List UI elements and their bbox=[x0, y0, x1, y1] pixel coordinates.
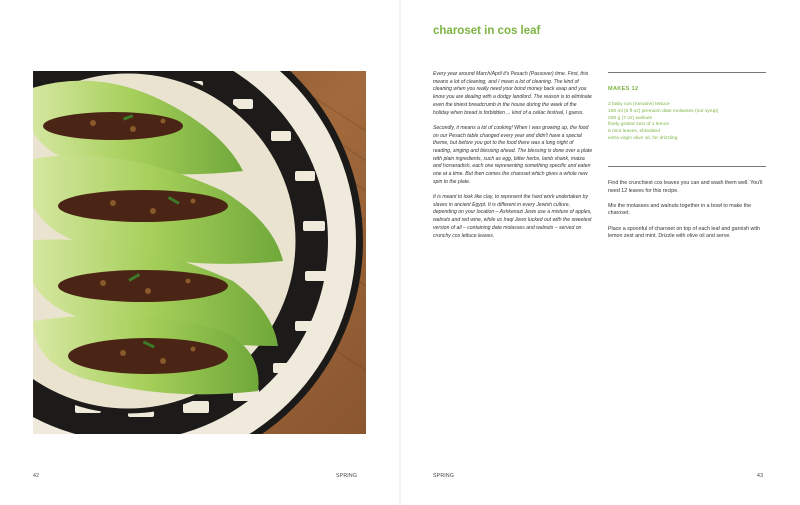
ingredient-item: 2 baby cos (romaine) lettuce bbox=[608, 102, 670, 107]
intro-paragraph: Secondly, it means a lot of cooking! When I was growing up, the food on our Pesach table changed every year and didn't have a special theme, but before you got to the food there was a long night of reading, singing and blessing ahead. The blessing is done over a plate with plain ingredients, such as egg, bitter herbs, lamb shank, matza and horseradish, each one representing something specific and eaten one at a time. But then comes the charoset which gives a whole new spin to the plate. bbox=[433, 124, 593, 185]
ingredient-item: finely grated zest of 1 lemon bbox=[608, 122, 670, 128]
intro-text bbox=[433, 71, 593, 248]
left-page-number: 42 bbox=[33, 473, 40, 479]
ingredient-item: 150 ml (5 fl oz) premium date molasses (not syrup) bbox=[608, 108, 719, 114]
yield-label: MAKES 12 bbox=[608, 86, 639, 92]
top-rule bbox=[608, 72, 766, 73]
method-step: Place a spoonful of charoset on top of each leaf and garnish with lemon zest and mint. Drizzle with olive oil and serve. bbox=[608, 225, 760, 240]
intro-paragraph: It is meant to look like clay, to represent the hard work undertaken by slaves in ancient Egypt. It is different in every Jewish culture, depending on your location – Ashkenazi Jews use a mixture of apples, walnuts and red wine, while us Iraqi Jews lucked out with the sweetest version of all – containing date molasses and walnuts – served on crunchy cos lettuce leaves. bbox=[433, 194, 592, 239]
intro-paragraph: Every year around March/April it's Pesach (Passover) time. First, this means a lot of cleaning, and I mean a lot of cleaning. The kind of cleaning when you really need your bond money back asap and you know you are dealing with a dodgy landlord. The reason is to eliminate even the tiniest breadcrumb in the house during the week of the holiday when bread is forbidden ... kind of a celiac festival, I guess. bbox=[433, 71, 592, 116]
method-step: Find the crunchiest cos leaves you can and wash them well. You'll need 12 leaves for this recipe. bbox=[608, 180, 763, 194]
recipe-title: charoset in cos leaf bbox=[433, 25, 541, 37]
ingredient-list bbox=[608, 102, 768, 143]
left-running-footer: SPRING bbox=[336, 473, 358, 479]
ingredient-item: extra virgin olive oil, for drizzling bbox=[608, 135, 678, 141]
right-running-footer: SPRING bbox=[433, 473, 455, 479]
page-gutter bbox=[399, 0, 401, 505]
method-steps bbox=[608, 180, 766, 248]
method-step: Mix the molasses and walnuts together in a bowl to make the charoset. bbox=[608, 202, 752, 217]
charoset-photo bbox=[33, 71, 366, 434]
ingredient-item: 200 g (7 oz) walnuts bbox=[608, 115, 653, 121]
right-page-number: 43 bbox=[757, 473, 764, 479]
ingredient-item: 5 mint leaves, shredded bbox=[608, 129, 660, 135]
bottom-rule bbox=[608, 166, 766, 167]
